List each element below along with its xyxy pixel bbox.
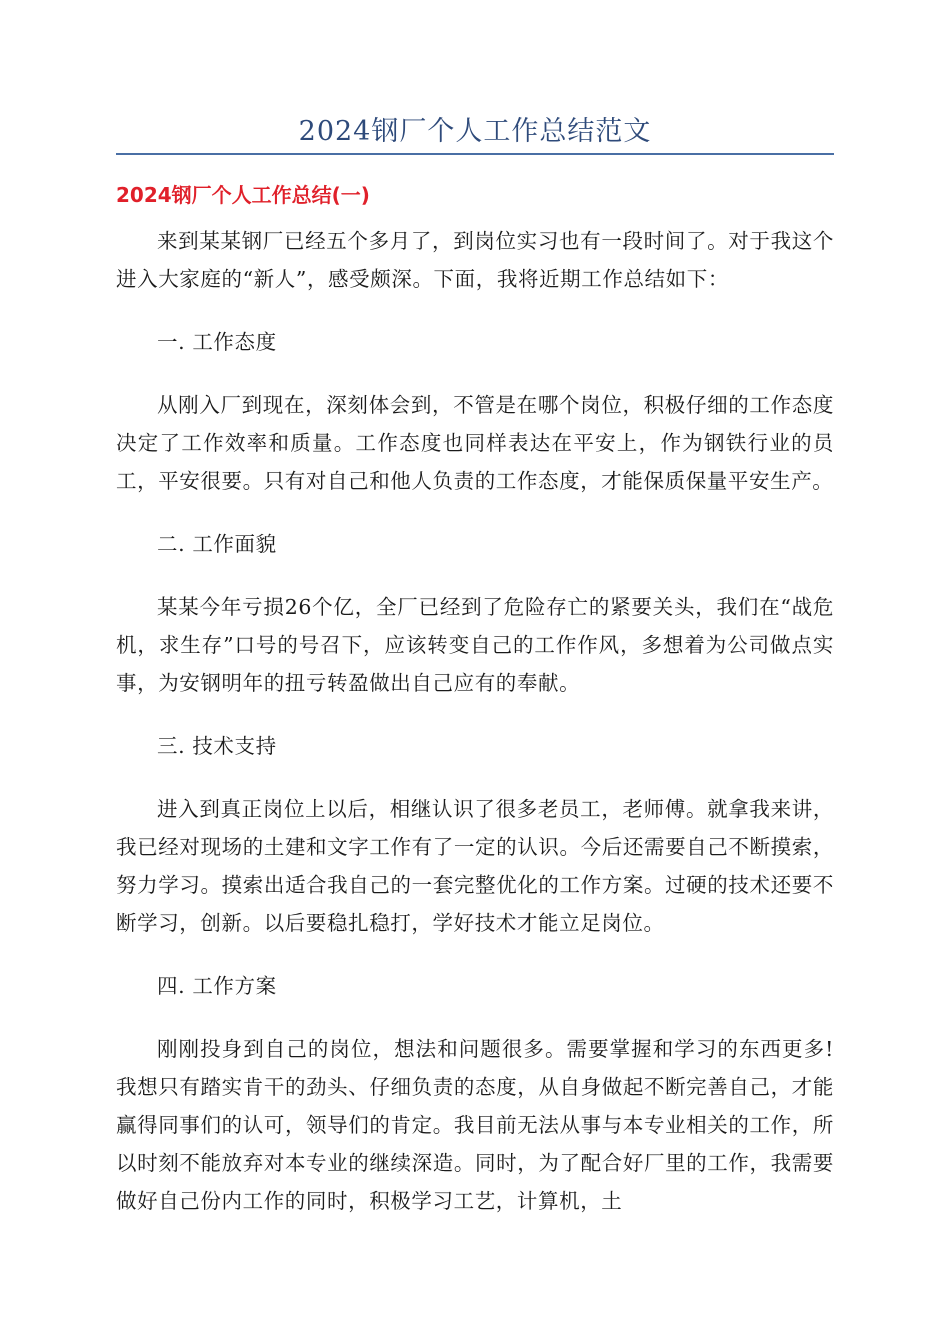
subheading-attitude: 一. 工作态度 <box>157 330 277 354</box>
paragraph-appearance: 某某今年亏损26个亿，全厂已经到了危险存亡的紧要关头，我们在“战危机，求生存”口号的号召下，应该转变自己的工作作风，多想着为公司做点实事，为安钢明年的扭亏转盈做出自己应有的奉献。 <box>116 595 834 695</box>
subheading-appearance: 二. 工作面貌 <box>157 532 277 556</box>
paragraph-attitude: 从刚入厂到现在，深刻体会到，不管是在哪个岗位，积极仔细的工作态度决定了工作效率和质量。工作态度也同样表达在平安上，作为钢铁行业的员工，平安很要。只有对自己和他人负责的工作态度，才能保质保量平安生产。 <box>116 393 834 493</box>
section-heading: 2024钢厂个人工作总结(一) <box>116 183 370 207</box>
document-title: 2024钢厂个人工作总结范文 <box>298 116 652 147</box>
intro-paragraph: 来到某某钢厂已经五个多月了，到岗位实习也有一段时间了。对于我这个进入大家庭的“新人”，感受颇深。下面，我将近期工作总结如下： <box>116 229 834 291</box>
title-divider <box>116 153 834 155</box>
paragraph-technical-support: 进入到真正岗位上以后，相继认识了很多老员工，老师傅。就拿我来讲，我已经对现场的土建和文字工作有了一定的认识。今后还需要自己不断摸索，努力学习。摸索出适合我自己的一套完整优化的工作方案。过硬的技术还要不断学习，创新。以后要稳扎稳打，学好技术才能立足岗位。 <box>116 797 834 935</box>
paragraph-work-plan: 刚刚投身到自己的岗位，想法和问题很多。需要掌握和学习的东西更多!我想只有踏实肯干的劲头、仔细负责的态度，从自身做起不断完善自己，才能赢得同事们的认可，领导们的肯定。我目前无法从事与本专业相关的工作，所以时刻不能放弃对本专业的继续深造。同时，为了配合好厂里的工作，我需要做好自己份内工作的同时，积极学习工艺，计算机，土 <box>116 1037 834 1213</box>
document-body <box>116 222 834 1245</box>
subheading-work-plan: 四. 工作方案 <box>157 974 277 998</box>
subheading-technical-support: 三. 技术支持 <box>157 734 277 758</box>
